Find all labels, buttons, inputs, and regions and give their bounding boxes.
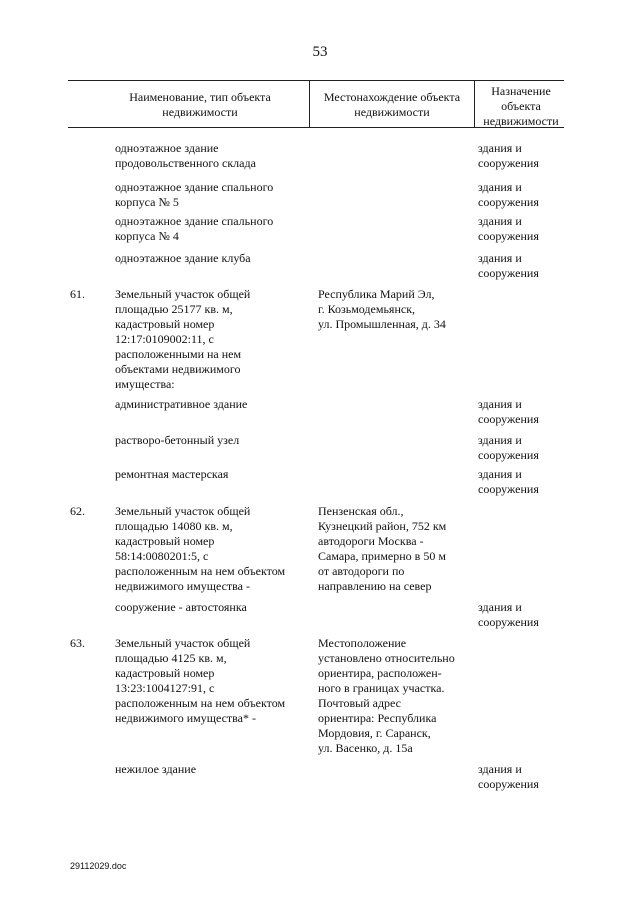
object-name: административное здание — [115, 397, 248, 411]
object-location: Республика Марий Эл, г. Козьмодемьянск, ул. Промышленная, д. 34 — [318, 287, 446, 331]
object-name: ремонтная мастерская — [115, 467, 229, 481]
object-purpose: здания и сооружения — [478, 600, 539, 629]
object-name: Земельный участок общей площадью 14080 кв. м, кадастровый номер 58:14:0080201:5, с расположенным на нем объектом недвижимого имущества - — [115, 504, 286, 593]
column-header-name: Наименование, тип объекта недвижимости — [129, 90, 271, 119]
object-name: Земельный участок общей площадью 4125 кв. м, кадастровый номер 13:23:1004127:91, с расположенным на нем объектом недвижимого имущества* - — [115, 636, 286, 725]
object-location: Пензенская обл., Кузнецкий район, 752 км автодороги Москва - Самара, примерно в 50 м от автодороги по направлению на север — [318, 504, 447, 593]
table-top-rule — [68, 80, 564, 81]
object-purpose: здания и сооружения — [478, 762, 539, 791]
column-header-location: Местонахождение объекта недвижимости — [323, 90, 461, 119]
object-name: одноэтажное здание спального корпуса № 5 — [115, 180, 274, 209]
object-purpose: здания и сооружения — [478, 141, 539, 170]
object-name: сооружение - автостоянка — [115, 600, 247, 614]
row-number: 63. — [70, 636, 85, 650]
footer-filename: 29112029.doc — [70, 861, 127, 871]
object-name: растворо-бетонный узел — [115, 433, 240, 447]
object-location: Местоположение установлено относительно ориентира, расположен- ного в границах участка. Почтовый адрес ориентира: Республика Мордовия, г. Саранск, ул. Васенко, д. 15а — [318, 636, 455, 755]
object-name: нежилое здание — [115, 762, 197, 776]
object-purpose: здания и сооружения — [478, 433, 539, 462]
object-purpose: здания и сооружения — [478, 180, 539, 209]
object-name: одноэтажное здание клуба — [115, 251, 251, 265]
object-name: Земельный участок общей площадью 25177 кв. м, кадастровый номер 12:17:0109002:11, с расположенными на нем объектами недвижимого имущества: — [115, 287, 251, 391]
row-number: 61. — [70, 287, 85, 301]
object-purpose: здания и сооружения — [478, 467, 539, 496]
object-name: одноэтажное здание продовольственного склада — [115, 141, 256, 170]
object-name: одноэтажное здание спального корпуса № 4 — [115, 214, 274, 243]
object-purpose: здания и сооружения — [478, 214, 539, 243]
column-header-purpose: Назначение объекта недвижимости — [483, 84, 559, 128]
header-divider — [474, 80, 475, 127]
row-number: 62. — [70, 504, 85, 518]
object-purpose: здания и сооружения — [478, 397, 539, 426]
page-number: 53 — [312, 44, 328, 60]
object-purpose: здания и сооружения — [478, 251, 539, 280]
header-divider — [309, 80, 310, 127]
